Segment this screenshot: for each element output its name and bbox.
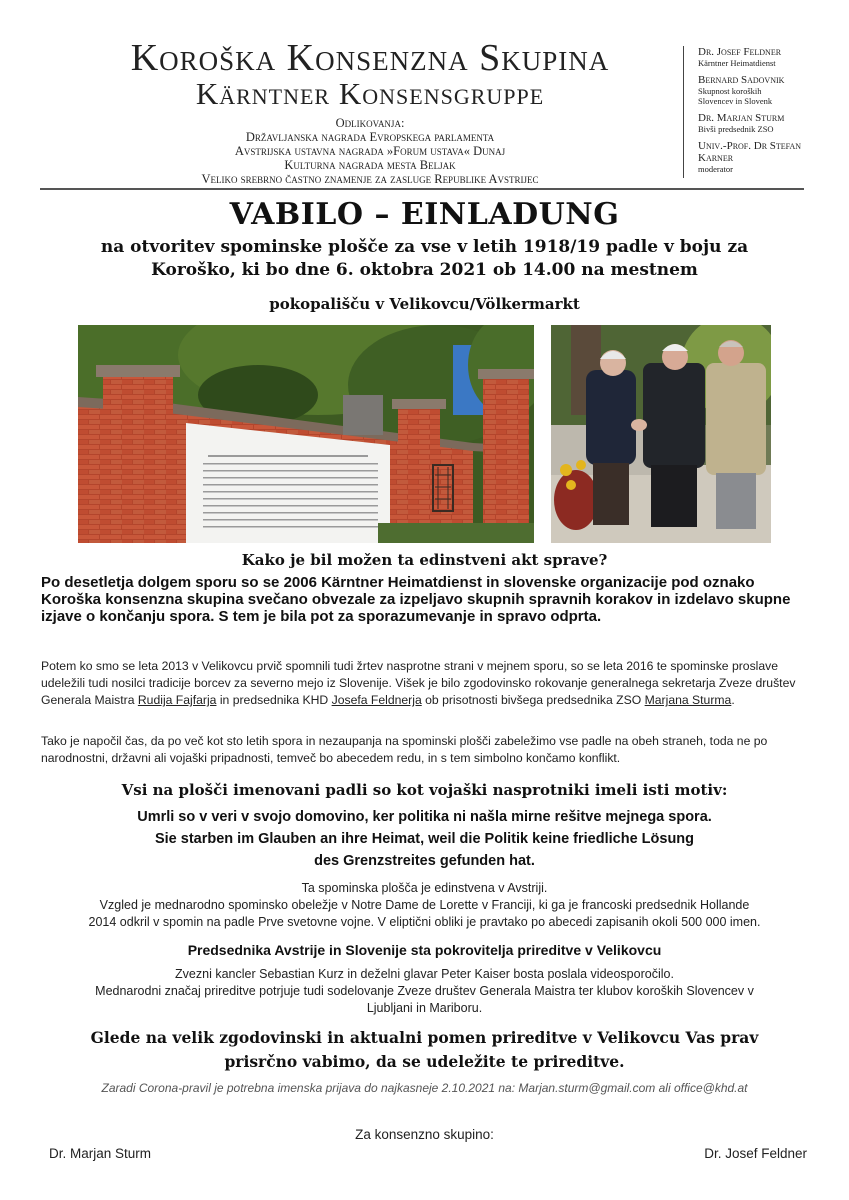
lead-paragraph: Po desetletja dolgem sporu so se 2006 Kärntner Heimatdienst in slovenske organizacije pod oznako Koroška konsenzna skupina svečano obvezale za izpeljavo skupnih spravnih korakov in izdelavo skupne izjave o končanju spora. S tem je bila pot za sporazumevanje in spravo odprta. [41,574,791,625]
member-role: Kärntner Heimatdienst [698,58,776,68]
patrons-heading: Predsednika Avstrije in Slovenije sta pokrovitelja prireditve v Velikovcu [187,942,662,958]
registration-note: Zaradi Corona-pravil je potrebna imenska prijava do najkasneje 2.10.2021 na: Marjan.sturm@gmail.com ali office@khd.at [101,1081,748,1095]
patrons-paragraph [0,966,849,1017]
unique-plaque-paragraph [0,880,849,931]
member-entry [698,74,843,106]
patrons-line: Ljubljani in Mariboru. [366,1001,483,1015]
org-name-german: Kärntner Konsensgruppe [195,76,545,111]
unique-line: Ta spominska plošča je edinstvena v Avstriji. [301,881,548,895]
header-divider [683,46,684,178]
link-marjana-sturma[interactable]: Marjana Sturma [644,693,732,707]
header-rule [40,188,804,190]
memorial-wall-photo [78,325,534,543]
award-item: Kulturna nagrada mesta Beljak [284,158,456,172]
invite-line: Glede na velik zgodovinski in aktualni pomen prireditve v Velikovcu Vas prav [90,1028,759,1047]
award-item: Avstrijska ustavna nagrada »Forum ustava« Dunaj [234,144,506,158]
memorial-wall-illustration [78,325,534,543]
awards-list [60,116,680,186]
section-question-heading: Kako je bil možen ta edinstveni akt sprave? [241,551,608,569]
patrons-line: Zvezni kancler Sebastian Kurz in deželni glavar Peter Kaiser bosta poslala videosporočilo. [175,967,674,981]
link-rudija-fajfarja[interactable]: Rudija Fajfarja [137,693,217,707]
invitation-subtitle-text: na otvoritev spominske plošče za vse v letih 1918/19 padle v boju za Koroško, ki bo dne 6. oktobra 2021 ob 14.00 na mestnem [100,237,749,280]
motive-heading: Vsi na plošči imenovani padli so kot vojaški nasprotniki imeli isti motiv: [121,781,728,799]
signatory-right: Dr. Josef Feldner [704,1146,807,1161]
history-paragraph [41,658,811,709]
invitation-subtitle [0,236,849,282]
time-has-come-paragraph: Tako je napočil čas, da po več kot sto letih spora in nezaupanja na spominski plošči zabeležimo vse padle na obeh straneh, toda ne po narodnostni, državni ali vojaški pripadnosti, temveč bo abecedem redu, in s tem simbolno končamo konflikt. [41,734,768,765]
link-josefa-feldnerja[interactable]: Josefa Feldnerja [331,693,422,707]
member-role: Bivši predsednik ZSO [698,124,774,134]
invitation-title: VABILO – EINLADUNG [229,197,620,232]
members-list [698,46,843,180]
member-name: Univ.-Prof. Dr Stefan Karner [698,140,802,164]
member-entry [698,112,843,134]
member-role: Skupnost koroških Slovencev in Slovenk [698,86,773,106]
unique-line: 2014 odkril v spomin na padle Prve svetovne vojne. V eliptični obliki je pravtako po abecedi zapisanih okoli 500 000 imen. [88,915,761,929]
motive-line: Sie starben im Glauben an ihre Heimat, weil die Politik keine friedliche Lösung [154,831,695,847]
signatory-left: Dr. Marjan Sturm [49,1146,152,1161]
member-entry [698,140,843,174]
motive-line: Umrli so v veri v svojo domovino, ker politika ni našla mirne rešitve mejnega spora. [137,809,712,825]
invitation-closing [0,1026,849,1074]
award-item: Veliko srebrno častno znamenje za zasluge Republike Avstrijec [201,172,539,186]
invite-line: prisrčno vabimo, da se udeležite te prireditve. [224,1052,625,1071]
history-text: ob prisotnosti bivšega predsednika ZSO [421,693,645,707]
member-entry [698,46,843,68]
history-text: in predsednika KHD [216,693,332,707]
unique-line: Vzgled je mednarodno spominsko obeležje v Notre Dame de Lorette v Franciji, ki ga je francoski predsednik Hollande [99,898,750,912]
history-text: Potem ko smo se leta 2013 v Velikovcu prvič spomnili tudi žrtev nasprotne strani v mejnem sporu, so se leta 2016 te spominske proslave udeležili tudi nosilci tradicije borcev za severno mejo iz Slovenije. Višek je bilo zgodovinsko rokovanje generalnega sekretarja Zveze društev Generala Maistra [41,659,796,707]
member-name: Bernard Sadovnik [698,74,785,86]
history-text: . [731,693,735,707]
member-name: Dr. Josef Feldner [698,46,782,58]
award-item: Državljanska nagrada Evropskega parlamenta [245,130,495,144]
organization-brand [60,38,680,186]
motive-line: des Grenzstreites gefunden hat. [314,853,535,869]
patrons-line: Mednarodni značaj prireditve potrjuje tudi sodelovanje Zveze društev Generala Maistra ter klubov koroških Slovencev v [95,984,754,998]
signature-label: Za konsenzno skupino: [355,1127,494,1142]
handshake-illustration [551,325,771,543]
handshake-photo [551,325,771,543]
invitation-location: pokopališču v Velikovcu/Völkermarkt [269,295,580,313]
awards-label: Odlikovanja: [335,116,405,130]
member-name: Dr. Marjan Sturm [698,112,785,124]
org-name-slovene: Koroška Konsenzna Skupina [130,37,610,79]
motive-statement [0,806,849,872]
member-role: moderator [698,164,733,174]
letterhead [0,38,849,188]
